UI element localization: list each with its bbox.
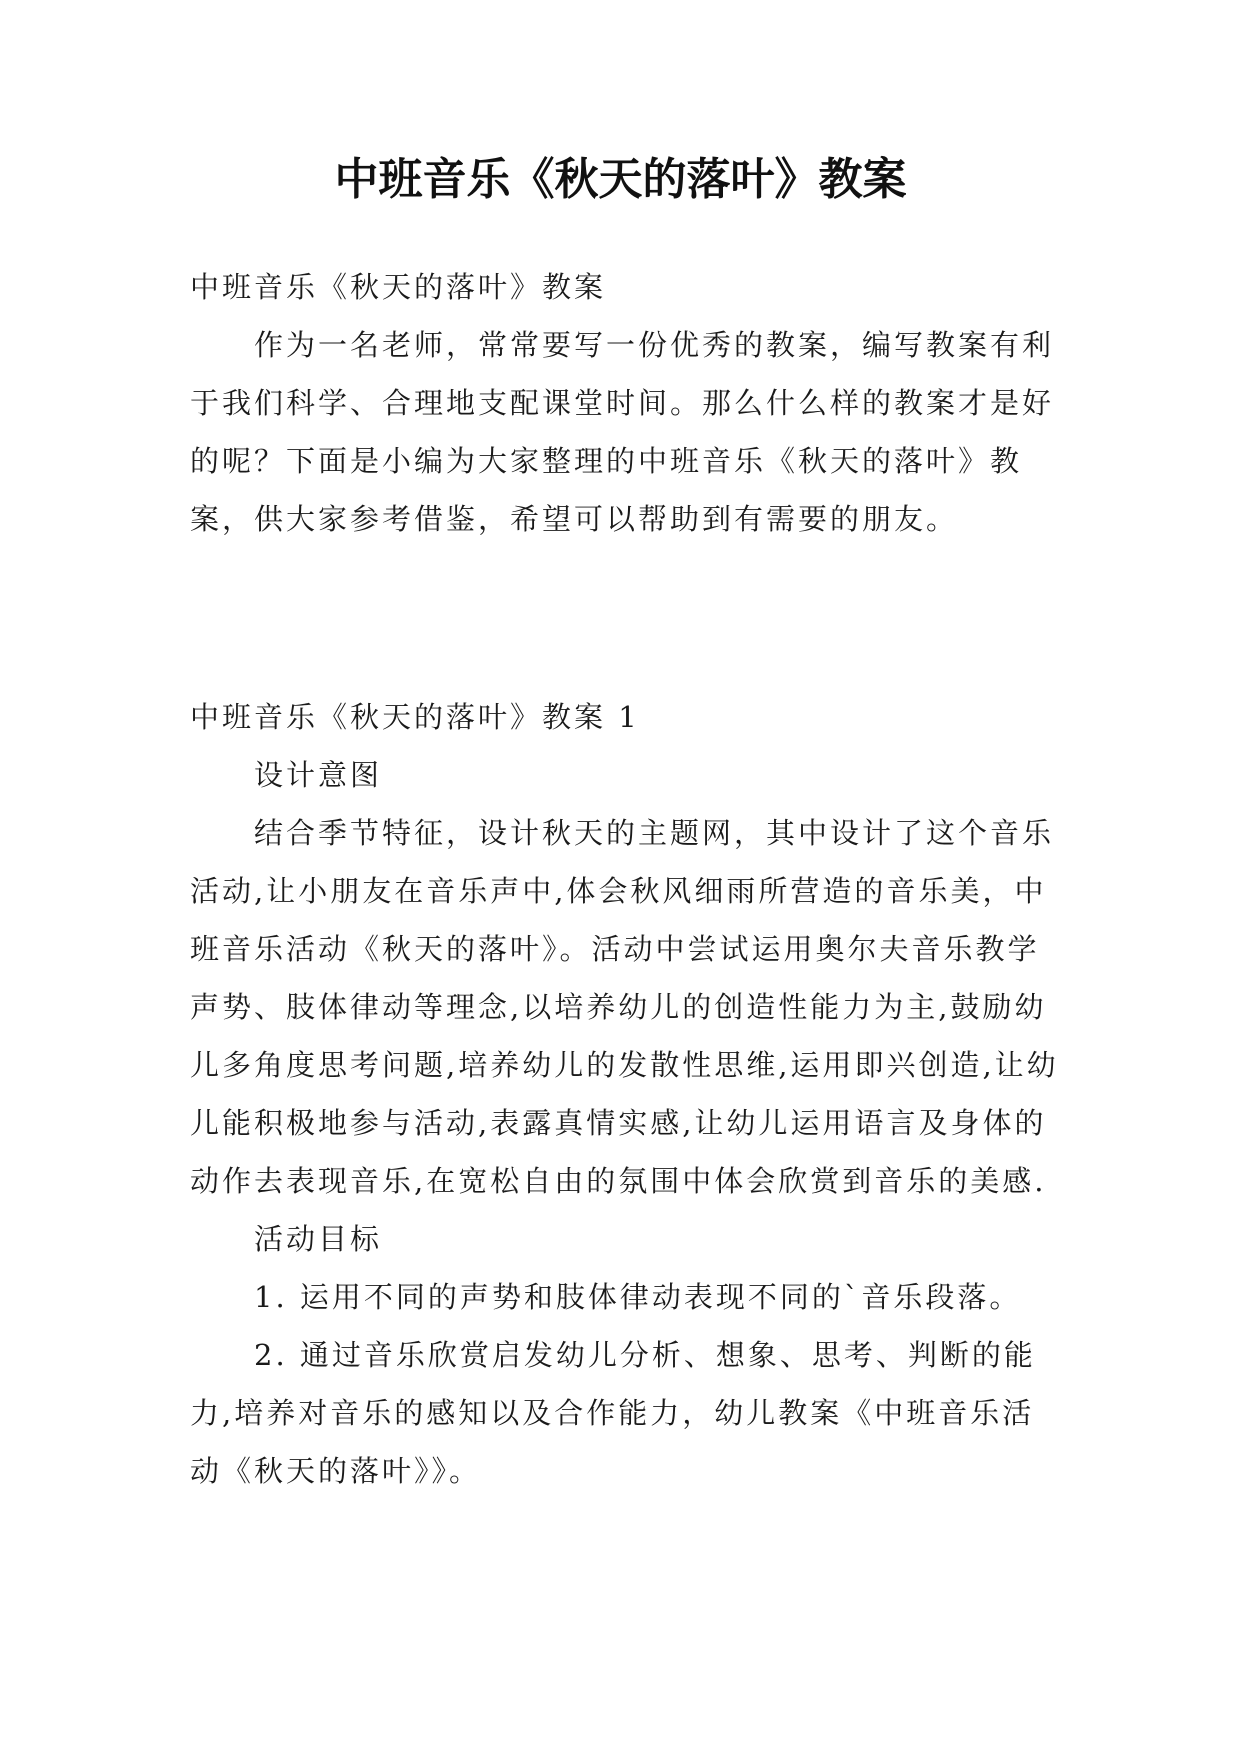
goal-item-1: 1. 运用不同的声势和肢体律动表现不同的`音乐段落。 bbox=[254, 1280, 1022, 1314]
design-intent-paragraph: 结合季节特征，设计秋天的主题网，其中设计了这个音乐活动,让小朋友在音乐声中,体会秋风细雨所营造的音乐美，中班音乐活动《秋天的落叶》。活动中尝试运用奥尔夫音乐教学声势、肢体律动等理念,以培养幼儿的创造性能力为主,鼓励幼儿多角度思考问题,培养幼儿的发散性思维,运用即兴创造,让幼儿能积极地参与活动,表露真情实感,让幼儿运用语言及身体的动作去表现音乐,在宽松自由的氛围中体会欣赏到音乐的美感. bbox=[190, 816, 1059, 1198]
page-title: 中班音乐《秋天的落叶》教案 bbox=[334, 154, 907, 205]
intro-paragraph: 作为一名老师，常常要写一份优秀的教案，编写教案有利于我们科学、合理地支配课堂时间。那么什么样的教案才是好的呢？下面是小编为大家整理的中班音乐《秋天的落叶》教案，供大家参考借鉴，希望可以帮助到有需要的朋友。 bbox=[190, 328, 1055, 536]
section-spacer bbox=[190, 548, 1060, 688]
goals-heading: 活动目标 bbox=[254, 1222, 383, 1256]
document-subtitle: 中班音乐《秋天的落叶》教案 bbox=[190, 270, 607, 304]
design-intent-heading: 设计意图 bbox=[254, 758, 383, 792]
goal-item-2: 2. 通过音乐欣赏启发幼儿分析、想象、思考、判断的能力,培养对音乐的感知以及合作能力，幼儿教案《中班音乐活动《秋天的落叶》》。 bbox=[190, 1338, 1036, 1488]
section-heading: 中班音乐《秋天的落叶》教案 1 bbox=[190, 700, 640, 734]
document-body bbox=[190, 258, 1060, 1500]
